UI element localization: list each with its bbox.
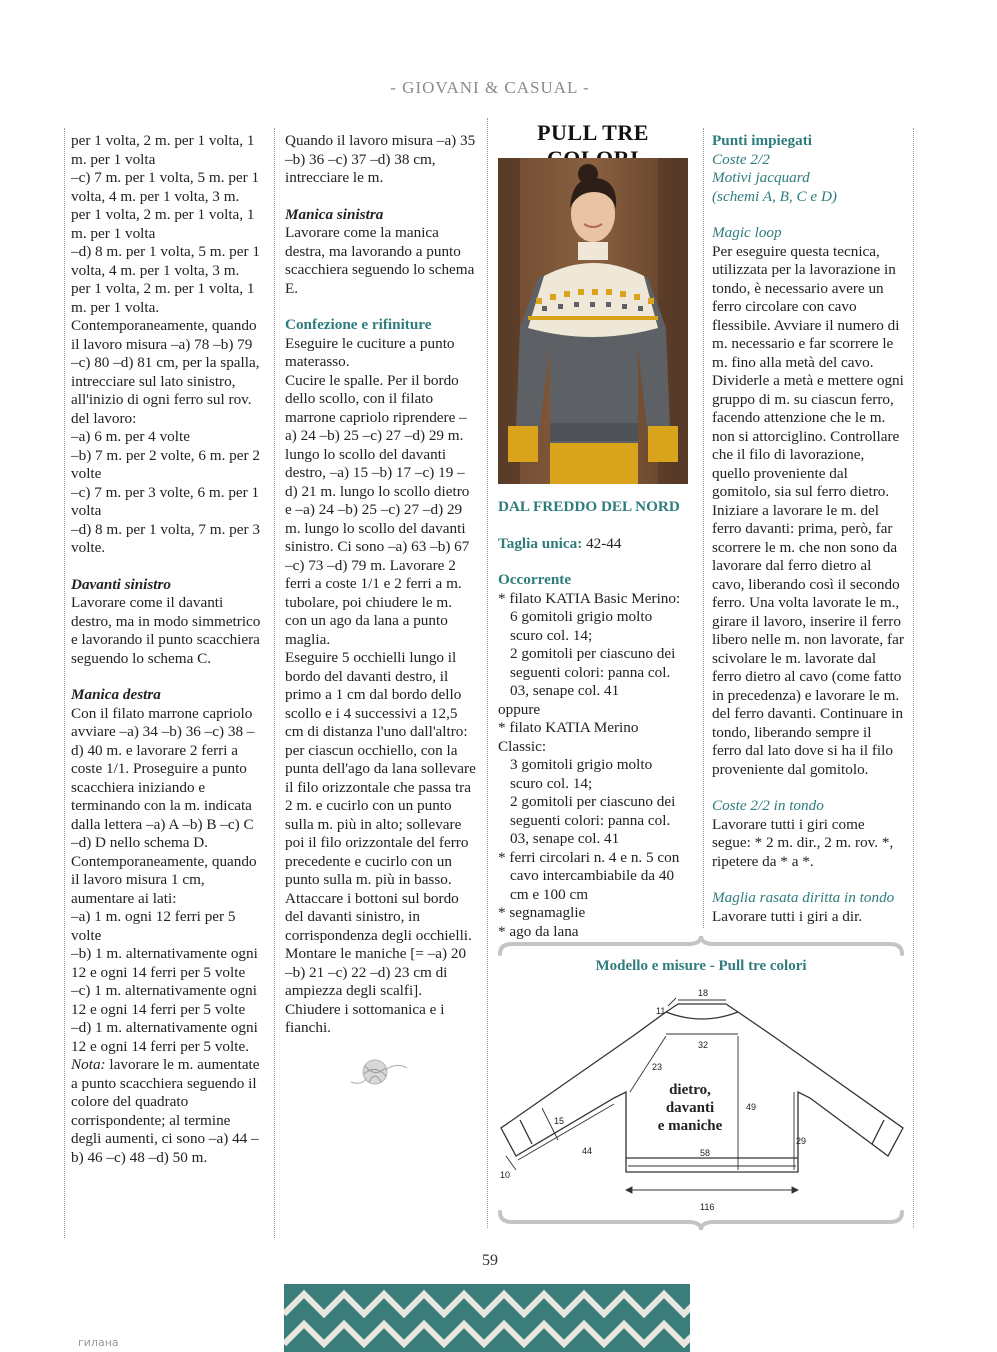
text-column-4 — [712, 132, 904, 926]
materials-item: * ferri circolari n. 4 e n. 5 con cavo intercambiabile da 40 cm e 100 cm — [498, 848, 680, 903]
model-photo — [498, 158, 688, 484]
measure-label: 10 — [500, 1170, 511, 1180]
schematic-label: dietro, — [669, 1082, 711, 1098]
section-heading: Davanti sinistro — [71, 575, 172, 593]
body-text: Lavorare come la manica destra, ma lavorando a punto scacchiera seguendo lo schema E. — [285, 224, 475, 297]
column-divider — [274, 128, 275, 1238]
body-text: Per eseguire questa tecnica, utilizzata per la lavorazione in tondo, è necessario avere un ferro circolare con cavo flessibile. Avviare il numero di m. necessario e far scorrere le m. fino alla metà del cavo. Dividerle a metà e mettere ogni gruppo di m. su ciascun ferro, facendo attenzione che le m. non si attorciglino. Controllare che il filo di lavorazione, quello proveniente dal gomitolo, sia sul ferro dietro. Iniziare a lavorare le m. del ferro davanti: prima, però, far scorrere le m. che non sono da lavorare dal ferro dietro al cavo, liberando così il secondo ferro. Una volta lavorate le m., girare il lavoro, inserire il ferro libero nelle m. non lavorate, far scivolare le m. lavorate dal ferro dietro al cavo (come fatto in precedenza) e lavorare le m. del ferro davanti. Continuare in tondo, liberando sempre il ferro dal lato dove si ha il filo proveniente dal gomitolo. — [712, 242, 904, 778]
materials-item: * filato KATIA Basic Merino: — [498, 589, 681, 607]
body-text: Eseguire le cuciture a punto materasso. Cucire le spalle. Per il bordo dello scollo, con il filato marrone capriolo riprendere –a) 24 –b) 25 –c) 27 –d) 29 m. lungo lo scollo del davanti destro, –a) 15 –b) 17 –c) 19 –d) 21 m. lungo lo scollo dietro e –a) 24 –b) 25 –c) 27 –d) 29 m. lungo lo scollo del davanti sinistro. Ci sono –a) 63 –b) 67 –c) 73 –d) 79 m. Lavorare 2 ferri a coste 1/1 e 2 ferri a m. tubolare, poi chiudere le m. con un ago da lana a punto maglia. Eseguire 5 occhielli lungo il bordo del davanti destro, il primo a 1 cm dal bordo dello scollo e i 4 successivi a 12,5 cm di distanza l'uno dall'altro: per ciascun occhiello, con la punta dell'ago da lana sollevare il filo orizzontale che passa tra 2 m. e cucirlo con un punto sulla m. più in alto; sollevare poi il filo orizzontale del ferro precedente e cucirlo con un punto sulla m. più in basso. Attaccare i bottoni sul bordo del davanti sinistro, in corrispondenza degli occhielli. Montare le maniche [= –a) 20 –b) 21 –c) 22 –d) 23 cm di ampiezza degli scalfi]. Chiudere i sottomanica e i fianchi. — [285, 334, 476, 1036]
body-text: Quando il lavoro misura –a) 35 –b) 36 –c) 37 –d) 38 cm, intrecciare le m. — [285, 132, 476, 186]
body-text: Lavorare tutti i giri a dir. — [712, 907, 863, 925]
section-heading: Maglia rasata diritta in tondo — [712, 889, 895, 906]
yarn-ball-illustration — [349, 1052, 409, 1092]
section-heading: Punti impiegati — [712, 132, 812, 149]
text-column-1 — [71, 132, 261, 1167]
text-column-2 — [285, 132, 477, 1097]
materials-item: * segnamaglie — [498, 904, 586, 921]
body-text: Lavorare tutti i giri come segue: * 2 m. dir., 2 m. rov. *, ripetere da * a *. — [712, 815, 894, 870]
column-divider — [64, 128, 65, 1238]
body-text: Lavorare come il davanti destro, ma in modo simmetrico e lavorando il punto scacchiera seguendo lo schema C. — [71, 594, 261, 667]
measure-label: 49 — [746, 1102, 757, 1112]
sweater-schematic — [498, 980, 904, 1214]
measure-label: 32 — [698, 1040, 709, 1050]
page-number: 59 — [482, 1252, 498, 1269]
measure-label: 44 — [582, 1146, 593, 1156]
section-heading: Coste 2/2 in tondo — [712, 797, 824, 814]
body-text: Con il filato marrone capriolo avviare –a) 34 –b) 36 –c) 38 –d) 40 m. e lavorare 2 ferri a coste 1/1. Proseguire a punto scacchiera iniziando e terminando con la m. indicata dalla lettera –a) A –b) B –c) C –d) D nello schema D. Contemporaneamente, quando il lavoro misura 1 cm, aumentare ai lati: –a) 1 m. ogni 12 ferri per 5 volte –b) 1 m. alternativamente ogni 12 e ogni 14 ferri per 5 volte –c) 1 m. alternativamente ogni 12 e ogni 14 ferri per 5 volte –d) 1 m. alternativamente ogni 12 e ogni 14 ferri per 5 volte. — [71, 704, 258, 1055]
stitch-list: Coste 2/2 Motivi jacquard (schemi A, B, C e D) — [712, 150, 837, 205]
pattern-subtitle: DAL FREDDO DEL NORD — [498, 498, 680, 515]
materials-detail: 3 gomitoli grigio molto scuro col. 14; — [510, 756, 653, 792]
body-text: per 1 volta, 2 m. per 1 volta, 1 m. per 1 volta –c) 7 m. per 1 volta, 5 m. per 1 volta, 4 m. per 1 volta, 3 m. per 1 volta, 2 m. per 1 volta, 1 m. per 1 volta –d) 8 m. per 1 volta, 5 m. per 1 volta, 4 m. per 1 volta, 3 m. per 1 volta, 2 m. per 1 volta, 1 m. per 1 volta. Contemporaneamente, quando il lavoro misura –a) 78 –b) 79 –c) 80 –d) 81 cm, per la spalla, intrecciare sul lato sinistro, all'inizio di ogni ferro sul rov. del lavoro: –a) 6 m. per 4 volte –b) 7 m. per 2 volte, 6 m. per 2 volte –c) 7 m. per 3 volte, 6 m. per 1 volta –d) 8 m. per 1 volta, 7 m. per 3 volte. — [71, 132, 260, 556]
materials-item: * filato KATIA Merino Classic: — [498, 719, 639, 755]
section-heading: Magic loop — [712, 224, 782, 241]
materials-detail: 6 gomitoli grigio molto scuro col. 14; — [510, 608, 653, 644]
measure-label: 23 — [652, 1062, 663, 1072]
note-text: lavorare le m. aumentate a punto scacchiera seguendo il colore del quadrato corrispondente; al termine degli aumenti, ci sono –a) 44 –b) 46 –c) 48 –d) 50 m. — [71, 1056, 260, 1166]
knit-swatch-image — [284, 1284, 690, 1352]
note — [71, 1056, 261, 1167]
size-line — [498, 535, 688, 554]
schematic-label: e maniche — [657, 1118, 723, 1134]
section-heading: Manica destra — [71, 686, 161, 703]
text-column-3 — [498, 498, 688, 941]
brace-top — [498, 934, 904, 956]
note-label: Nota: — [71, 1056, 106, 1073]
section-heading: Occorrente — [498, 571, 572, 588]
size-value: 42-44 — [582, 534, 622, 552]
materials-detail: 2 gomitoli per ciascuno dei seguenti colori: panna col. 03, senape col. 41 — [510, 645, 676, 699]
measure-label: 11 — [656, 1006, 666, 1016]
size-label: Taglia unica: — [498, 534, 583, 552]
column-divider — [913, 128, 914, 1228]
section-heading: Confezione e rifiniture — [285, 316, 432, 333]
brace-bottom — [498, 1210, 904, 1232]
materials-item: * ago da lana — [498, 922, 579, 940]
watermark: гилана — [78, 1336, 119, 1349]
materials-oppure: oppure — [498, 700, 541, 718]
measure-label: 15 — [554, 1116, 565, 1126]
measure-label: 29 — [796, 1136, 807, 1146]
column-divider — [487, 118, 488, 1228]
materials-detail: 2 gomitoli per ciascuno dei seguenti colori: panna col. 03, senape col. 41 — [510, 793, 676, 847]
schematic-label: davanti — [665, 1100, 715, 1116]
section-heading: Manica sinistra — [285, 205, 384, 223]
measure-label: 116 — [700, 1202, 715, 1212]
measure-label: 18 — [698, 988, 709, 998]
pattern-title: PULL TRE — [498, 120, 688, 177]
diagram-title: Modello e misure - Pull tre colori — [595, 958, 807, 974]
column-divider — [703, 128, 704, 928]
page-header: - GIOVANI & CASUAL - — [390, 78, 590, 97]
measure-label: 58 — [700, 1148, 711, 1158]
